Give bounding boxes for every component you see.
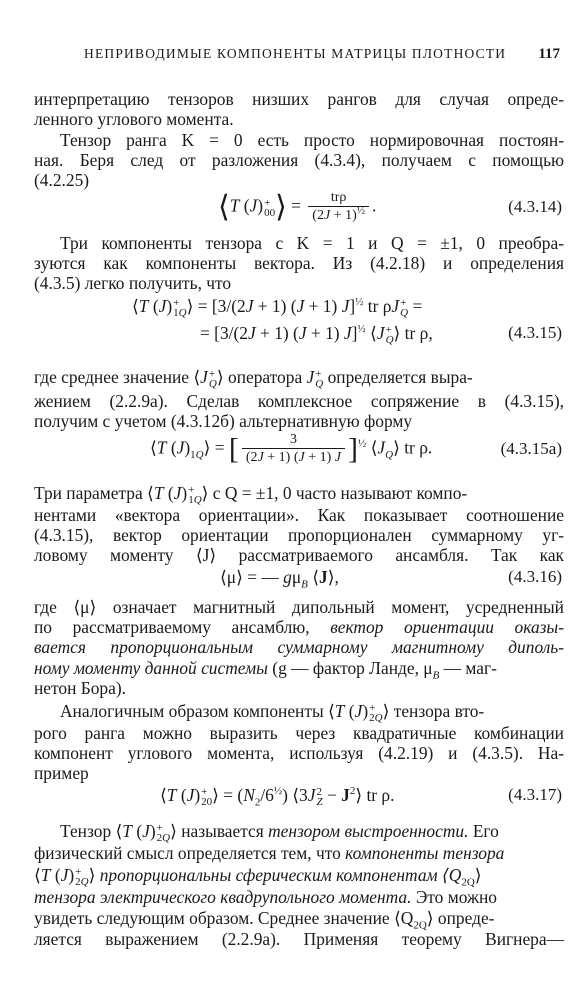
- equation-number: (4.3.15а): [500, 439, 562, 458]
- text-line: зуются как компоненты вектора. Из (4.2.18) и определения: [34, 253, 564, 273]
- text-line: нентами «вектора ориентации». Как показывает соотношение: [34, 505, 564, 525]
- text-fragment: Тензор: [60, 821, 112, 841]
- text-line: жением (2.2.9а). Сделав комплексное сопряжение в (4.3.15),: [34, 391, 564, 411]
- equation-4-3-15-line2: = [3/(2J + 1) (J + 1) J]$^{\frac{1}{2}}$ ⟨J + Q ⟩ tr ρ,: [200, 323, 433, 346]
- equation-4-3-14: ⟨T (J) + 00 ⟩ = $\frac{\text{trρ}}{(2J + 1)^{\frac{1}{2}}}$ .: [218, 190, 377, 224]
- text-fragment: где среднее значение: [34, 367, 190, 387]
- equation-number: (4.3.17): [508, 785, 562, 804]
- text-line: Три параметра ⟨T (J) + 1Q ⟩ с Q = ±1, 0 часто называют компо-: [34, 483, 468, 506]
- text-line: ляется выражением (2.2.9а). Применяя теорему Вигнера—: [34, 929, 564, 949]
- text-fragment: с Q = ±1, 0 часто называют компо-: [212, 483, 468, 503]
- text-fragment: Три параметра: [34, 483, 143, 503]
- header-title: НЕПРИВОДИМЫЕ КОМПОНЕНТЫ МАТРИЦЫ ПЛОТНОСТИ: [84, 46, 507, 61]
- text-fragment: по рассматриваемому ансамблю,: [34, 617, 310, 637]
- text-fragment: оператора: [228, 367, 303, 387]
- running-header: [84, 46, 560, 62]
- text-line: пример: [34, 763, 89, 783]
- text-line: вается пропорциональным суммарному магнитному диполь-: [34, 637, 564, 657]
- text-line: рого ранга можно выразить через квадратичные комбинации: [34, 723, 564, 743]
- text-line: нетон Бора).: [34, 678, 126, 698]
- text-fragment: компоненты тензора: [345, 843, 505, 863]
- text-fragment: вектор ориентации оказы-: [330, 617, 565, 637]
- text-line: [34, 842, 564, 864]
- equation-4-3-15a: ⟨T $(J)_{1Q}⟩$ = [ $\frac{3}{(2J + 1) (J + 1) J}$ ]$^{\frac{1}{2}}$ $⟨J_Q⟩$ tr ρ.: [150, 432, 433, 466]
- fraction-numerator: trρ: [308, 190, 369, 207]
- text-fragment: (g — фактор Ланде, μ: [272, 658, 433, 678]
- text-line: Три компоненты тензора с K = 1 и Q = ±1, 0 преобра-: [60, 233, 564, 253]
- equation-number: (4.3.14): [508, 197, 562, 216]
- equation-number: (4.3.16): [508, 567, 562, 586]
- text-line: ⟨T (J) + 2Q ⟩ пропорциональны сферическим компонентам $⟨Q_{2Q}⟩$: [34, 865, 482, 889]
- text-fragment: Это можно: [415, 887, 498, 907]
- text-fragment: пропорциональны сферическим компонентам ⟨Q: [99, 865, 462, 885]
- text-line: Аналогичным образом компоненты ⟨T (J) + 2Q ⟩ тензора вто-: [60, 701, 485, 724]
- text-line: [34, 886, 564, 908]
- text-fragment: тензора вто-: [393, 701, 485, 721]
- text-fragment: определяется выра-: [327, 367, 473, 387]
- text-fragment: увидеть следующим образом. Среднее значение ⟨Q: [34, 908, 414, 928]
- equation-number: (4.3.15): [508, 323, 562, 342]
- text-line: (4.2.25): [34, 170, 90, 190]
- text-line: интерпретацию тензоров низших рангов для случая опреде-: [34, 89, 564, 109]
- text-line: ная. Беря след от разложения (4.3.4), получаем с помощью: [34, 150, 564, 170]
- equation-4-3-16: ⟨μ⟩ = — $g\mu_B$ ⟨J⟩,: [220, 567, 339, 591]
- text-line: компонент углового момента, используя (4.2.19) и (4.3.5). На-: [34, 743, 564, 763]
- text-fragment: Его: [472, 821, 499, 841]
- text-fragment: тензором выстроенности.: [268, 821, 469, 841]
- text-fragment: 2Q: [413, 919, 427, 932]
- text-line: ленного углового момента.: [34, 109, 234, 129]
- text-line: где среднее значение ⟨J + Q ⟩ оператора J + Q определяется выра-: [34, 367, 473, 390]
- text-fragment: ⟩: [474, 865, 482, 885]
- text-fragment: Аналогичным образом компоненты: [60, 701, 324, 721]
- text-fragment: 2Q: [461, 876, 475, 889]
- text-line: ловому моменту ⟨J⟩ рассматриваемого ансамбля. Так как: [34, 545, 564, 565]
- text-line: (4.3.5) легко получить, что: [34, 273, 232, 293]
- text-line: [34, 907, 564, 932]
- text-fragment: называется: [181, 821, 264, 841]
- equation-4-3-17: ⟨T (J) + 20 ⟩ = $(N_2/6^{\frac{1}{2}})$ ⟨3J 2 Z − $J^2⟩$ tr ρ.: [160, 785, 395, 809]
- text-line: ному моменту данной системы (g — фактор Ланде, $\mu_B$ — маг-: [34, 658, 497, 682]
- text-line: Тензор ранга K = 0 есть просто нормировочная постоян-: [60, 130, 564, 150]
- text-line: получим с учетом (4.3.12б) альтернативную форму: [34, 411, 413, 431]
- text-fragment: ⟩ опреде-: [426, 908, 495, 928]
- text-line: где ⟨μ⟩ означает магнитный дипольный момент, усредненный: [34, 597, 564, 617]
- equation-4-3-15-line1: ⟨T (J) + 1Q ⟩ = [3/(2J + 1) (J + 1) J]$^{\frac{1}{2}}$ tr ρJ + Q =: [132, 296, 423, 319]
- text-fragment: — маг-: [439, 658, 497, 678]
- text-fragment: ному моменту данной системы: [34, 658, 268, 678]
- page-number: 117: [538, 46, 560, 62]
- text-fragment: тензора электрического квадрупольного момента.: [34, 887, 412, 907]
- text-line: (4.3.15), вектор ориентации пропорционален суммарному уг-: [34, 525, 564, 545]
- text-fragment: физический смысл определяется тем, что: [34, 843, 341, 863]
- text-line: Тензор ⟨T (J) + 2Q ⟩ называется тензором выстроенности. Его: [60, 821, 499, 844]
- text-line: [34, 616, 564, 638]
